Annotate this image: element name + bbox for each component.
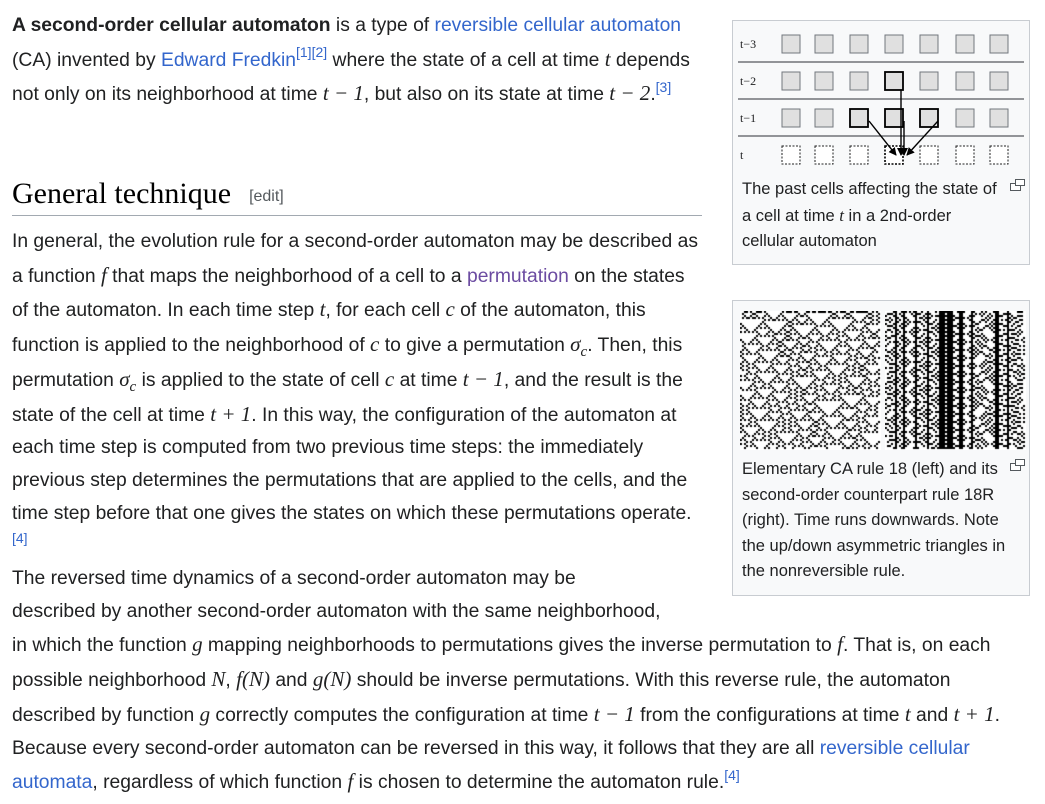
p2-text: mapping neighborhoods to permutations gives the inverse permutation to (202, 635, 838, 657)
enlarge-icon[interactable] (1010, 179, 1024, 190)
enlarge-icon[interactable] (1010, 459, 1024, 470)
p2-text: in which the function (12, 635, 193, 657)
math-f: f (100, 262, 107, 287)
section-heading (12, 174, 284, 219)
time-row-label: t−3 (740, 37, 757, 51)
paragraph-general-technique (12, 226, 702, 563)
p2-text: and (269, 670, 313, 692)
intro-text: , but also on its state at time (363, 84, 610, 106)
link-permutation[interactable]: permutation (466, 265, 569, 287)
p1-text: . In this way, the configuration of the automaton at each time step is computed from two previous time steps: the immediately previous step determines the permutations that are applied to the cells, and the time step before that one gives the states on which these permutations operate. (12, 404, 692, 524)
intro-text: (CA) invented by (12, 49, 161, 71)
p1-text: , for each cell (325, 300, 446, 322)
intro-text: depends not only on its neighborhood at time (12, 49, 690, 106)
paragraph-reversed-dynamics (12, 563, 1022, 800)
p2-text: correctly computes the configuration at time (210, 704, 594, 726)
cell (990, 146, 1008, 164)
cell (850, 146, 868, 164)
second-order-cells-diagram[interactable] (738, 31, 1024, 173)
p2-text: and (910, 704, 954, 726)
time-row-label: t−1 (740, 111, 757, 125)
math-f-of-N: f(N) (236, 667, 270, 692)
cell (815, 146, 833, 164)
cell (885, 72, 903, 90)
ref-2[interactable]: [2] (311, 44, 328, 61)
cell (956, 109, 974, 127)
figure-second-order-diagram (732, 20, 1030, 265)
math-c: c (445, 297, 455, 322)
p1-text: . Then, this permutation (12, 335, 683, 391)
math-t: t (319, 297, 326, 322)
p2-text: , regardless of which function (92, 772, 348, 794)
math-c: c (384, 366, 395, 391)
intro-text: where the state of a cell at time (327, 49, 605, 71)
cell (920, 35, 938, 53)
math-t: t (604, 46, 611, 71)
math-sigma-c (570, 332, 588, 361)
cell (850, 35, 868, 53)
math-sigma: σ (119, 366, 130, 391)
cell (782, 109, 800, 127)
math-sub-c: c (129, 379, 137, 395)
p1-text: of the automaton, this function is applied to the neighborhood of (12, 300, 646, 357)
ref-3[interactable]: [3] (655, 78, 672, 95)
math-f: f (837, 632, 843, 657)
math-t-minus-2: t − 2 (609, 81, 651, 106)
ref-1[interactable]: [1] (296, 44, 312, 61)
p1-text: on the states of the automaton. In each time step (12, 265, 685, 322)
time-row-label: t−2 (740, 74, 757, 88)
p2-text: . Because every second-order automaton can be reversed in this way, it follows that they are all (12, 704, 1000, 759)
cell (782, 146, 800, 164)
cell (990, 109, 1008, 127)
ref-4[interactable]: [4] (12, 529, 28, 546)
p2-text: should be inverse permutations. With this reverse rule, the automaton described by function (12, 670, 951, 726)
p2-text: , (225, 670, 237, 692)
cell (956, 35, 974, 53)
cell (920, 146, 938, 164)
cell (885, 146, 903, 164)
intro-bold-term: A second-order cellular automaton (12, 15, 331, 36)
figure1-caption-text: in a 2nd-order cellular automaton (742, 206, 952, 250)
math-t: t (904, 701, 911, 726)
figure-rule-18 (732, 300, 1030, 596)
intro-paragraph (12, 10, 712, 112)
math-f: f (347, 769, 354, 794)
p2-text: . That is, on each possible neighborhood (12, 635, 991, 692)
link-reversible-cellular-automaton[interactable]: reversible cellular automaton (434, 15, 682, 36)
math-N: N (211, 667, 226, 692)
cell (956, 146, 974, 164)
cell (815, 109, 833, 127)
math-sub-c: c (580, 344, 588, 361)
p1-text: In general, the evolution rule for a second-order automaton may be described as a function (12, 231, 698, 287)
edit-section-link[interactable]: [edit] (249, 188, 284, 205)
section-heading-text: General technique (12, 177, 232, 210)
cell (885, 35, 903, 53)
p1-text: is applied to the state of cell (136, 369, 385, 391)
p2-text: from the configurations at time (634, 704, 905, 726)
cell (850, 72, 868, 90)
cell (885, 109, 903, 127)
cell (990, 35, 1008, 53)
p2-line: The reversed time dynamics of a second-order automaton may be (12, 568, 576, 589)
math-t-plus-1: t + 1 (953, 701, 995, 726)
cell (782, 35, 800, 53)
math-g: g (199, 701, 211, 726)
section-heading-wrap (12, 172, 702, 216)
math-g-of-N: g(N) (312, 667, 352, 692)
math-sigma: σ (570, 332, 581, 357)
figure1-caption (742, 177, 1004, 255)
cell (815, 35, 833, 53)
rule-18r-image[interactable] (885, 311, 1026, 450)
math-t-minus-1: t − 1 (593, 701, 635, 726)
link-reversible-cellular-automata[interactable]: reversible cellular automata (12, 737, 970, 794)
cell (850, 109, 868, 127)
intro-text: is a type of (330, 15, 435, 36)
p2-line: described by another second-order automaton with the same neighborhood, (12, 600, 661, 622)
ref-4[interactable]: [4] (724, 766, 740, 783)
math-t-plus-1: t + 1 (210, 401, 252, 426)
p1-text: to give a permutation (379, 335, 571, 357)
figure1-caption-text: The past cells affecting the state of a cell at time (742, 180, 997, 225)
rule-18-image[interactable] (740, 311, 881, 450)
intro-text: . (650, 84, 656, 106)
p1-text: that maps the neighborhood of a cell to a (106, 265, 467, 287)
figure2-caption: Elementary CA rule 18 (left) and its second-order counterpart rule 18R (right). Time runs downwards. Note the up/down asymmetric triangles in the nonreversible rule. (742, 460, 1006, 580)
time-row-label: t (740, 148, 744, 162)
p2-text: is chosen to determine the automaton rule. (353, 772, 725, 794)
cell (782, 72, 800, 90)
cell (920, 72, 938, 90)
cell (990, 72, 1008, 90)
p1-text: , and the result is the state of the cell at time (12, 369, 683, 426)
cell (956, 72, 974, 90)
math-t-minus-1: t − 1 (462, 366, 504, 391)
p1-text: at time (394, 369, 463, 391)
math-c: c (370, 332, 380, 357)
math-g: g (192, 632, 203, 657)
math-t-minus-1: t − 1 (322, 81, 364, 106)
math-sigma-c (119, 366, 137, 395)
link-edward-fredkin[interactable]: Edward Fredkin (160, 49, 296, 71)
cell (815, 72, 833, 90)
math-t: t (839, 205, 844, 225)
